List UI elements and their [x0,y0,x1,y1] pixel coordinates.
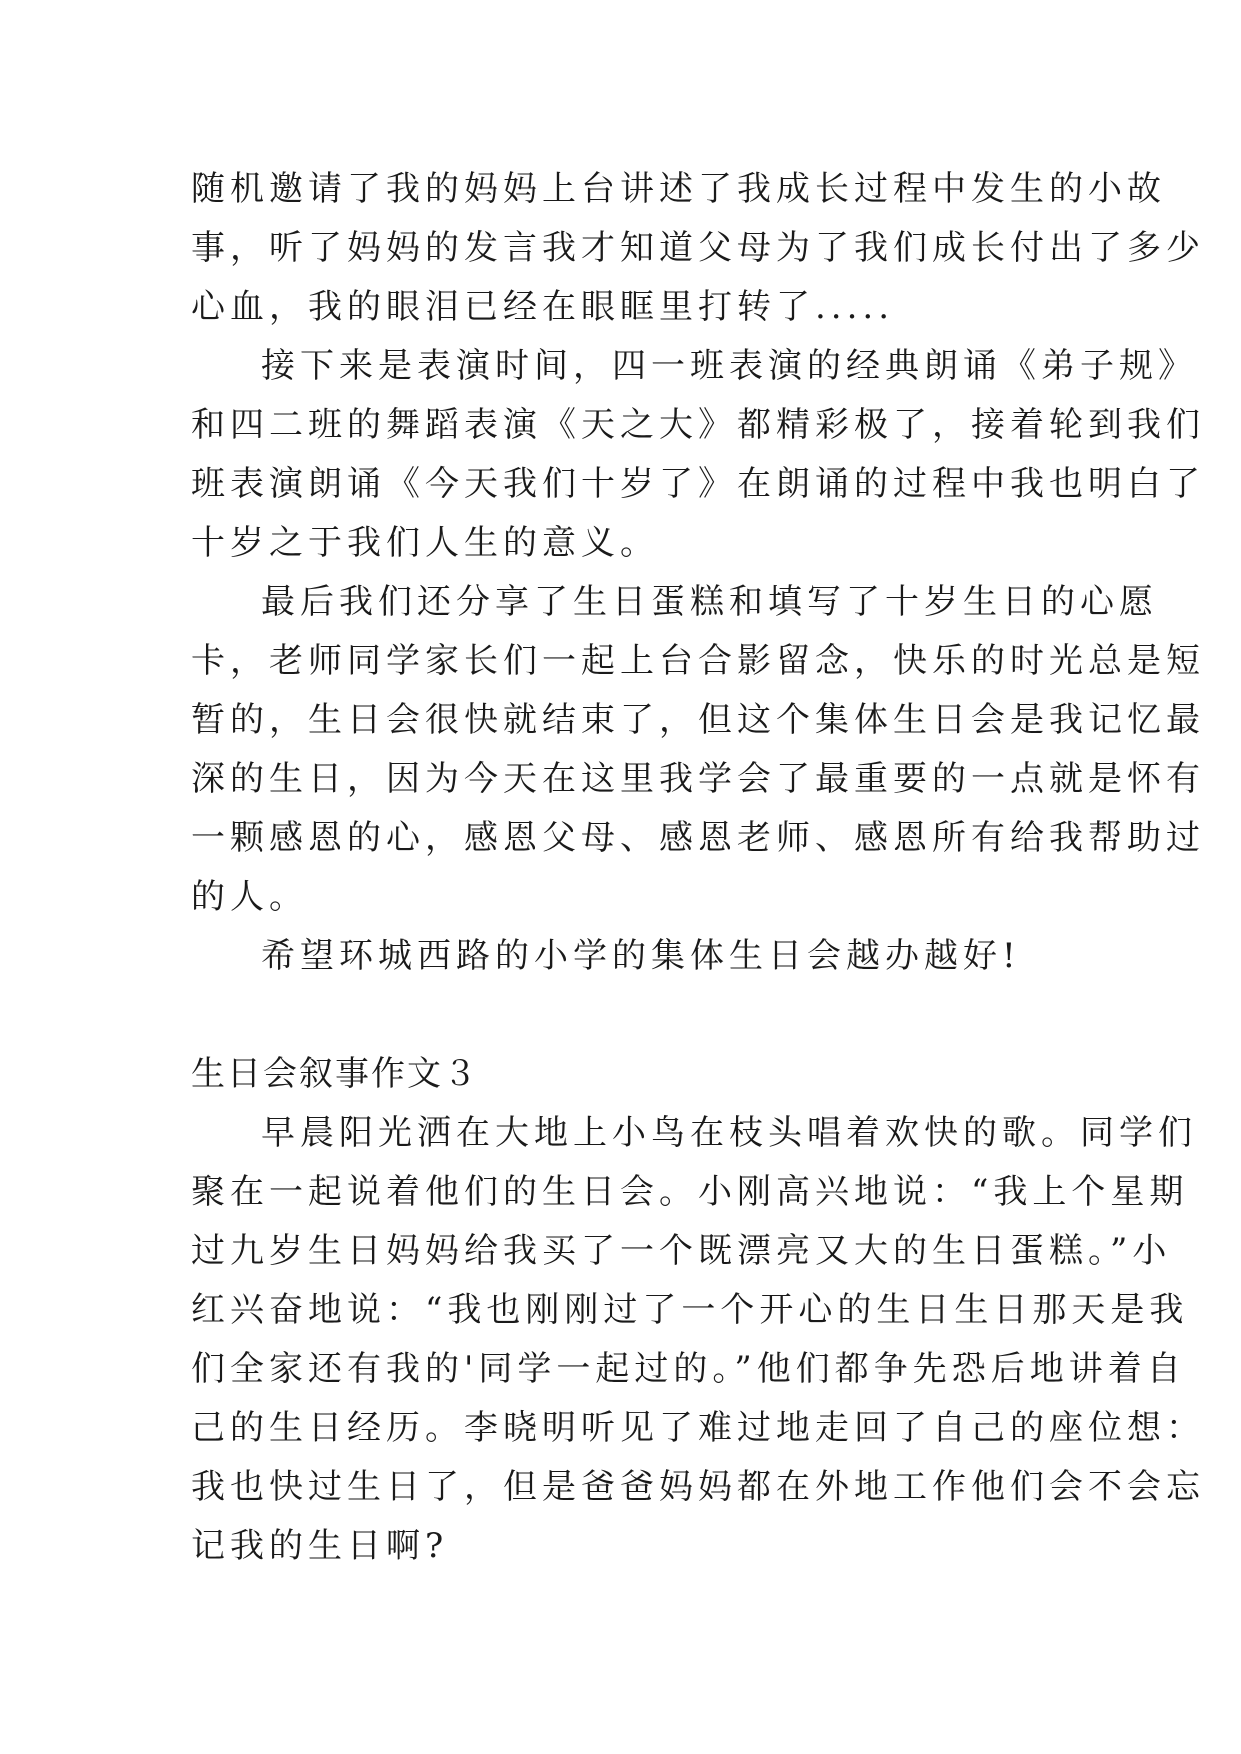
text-line: 暂的，生日会很快就结束了，但这个集体生日会是我记忆最 [191,700,1205,740]
text-line: 和四二班的舞蹈表演《天之大》都精彩极了，接着轮到我们 [191,405,1205,445]
text-line: 们全家还有我的'同学一起过的。”他们都争先恐后地讲着自 [191,1349,1186,1389]
text-line: 事，听了妈妈的发言我才知道父母为了我们成长付出了多少 [191,228,1205,268]
text-line: 随机邀请了我的妈妈上台讲述了我成长过程中发生的小故 [191,169,1166,209]
text-line: 我也快过生日了，但是爸爸妈妈都在外地工作他们会不会忘 [191,1467,1205,1507]
text-line: 十岁之于我们人生的意义。 [191,523,659,563]
blank-line [191,986,1051,1045]
text-line: 卡，老师同学家长们一起上台合影留念，快乐的时光总是短 [191,641,1205,681]
document-body [191,160,1205,1576]
text-line: 接下来是表演时间，四一班表演的经典朗诵《弟子规》 [261,346,1197,386]
paragraph-2 [191,337,1205,573]
paragraph-4 [191,927,1051,986]
paragraph-5 [191,1104,1205,1576]
paragraph-1 [191,160,1205,337]
text-line: 深的生日，因为今天在这里我学会了最重要的一点就是怀有 [191,759,1205,799]
text-line: 过九岁生日妈妈给我买了一个既漂亮又大的生日蛋糕。”小 [191,1231,1172,1271]
text-line: 心血，我的眼泪已经在眼眶里打转了..... [191,287,895,327]
text-line: 班表演朗诵《今天我们十岁了》在朗诵的过程中我也明白了 [191,464,1205,504]
text-line: 聚在一起说着他们的生日会。小刚高兴地说：“我上个星期 [191,1172,1189,1212]
section-heading: 生日会叙事作文３ [191,1054,479,1094]
paragraph-3 [191,573,1205,927]
text-line: 记我的生日啊? [191,1526,449,1566]
text-line: 希望环城西路的小学的集体生日会越办越好! [261,936,1021,976]
text-line: 己的生日经历。李晓明听见了难过地走回了自己的座位想： [191,1408,1205,1448]
text-line: 的人。 [191,877,308,917]
text-line: 最后我们还分享了生日蛋糕和填写了十岁生日的心愿 [261,582,1158,622]
text-line: 一颗感恩的心，感恩父母、感恩老师、感恩所有给我帮助过 [191,818,1205,858]
text-line: 早晨阳光洒在大地上小鸟在枝头唱着欢快的歌。同学们 [261,1113,1197,1153]
text-line: 红兴奋地说：“我也刚刚过了一个开心的生日生日那天是我 [191,1290,1189,1330]
